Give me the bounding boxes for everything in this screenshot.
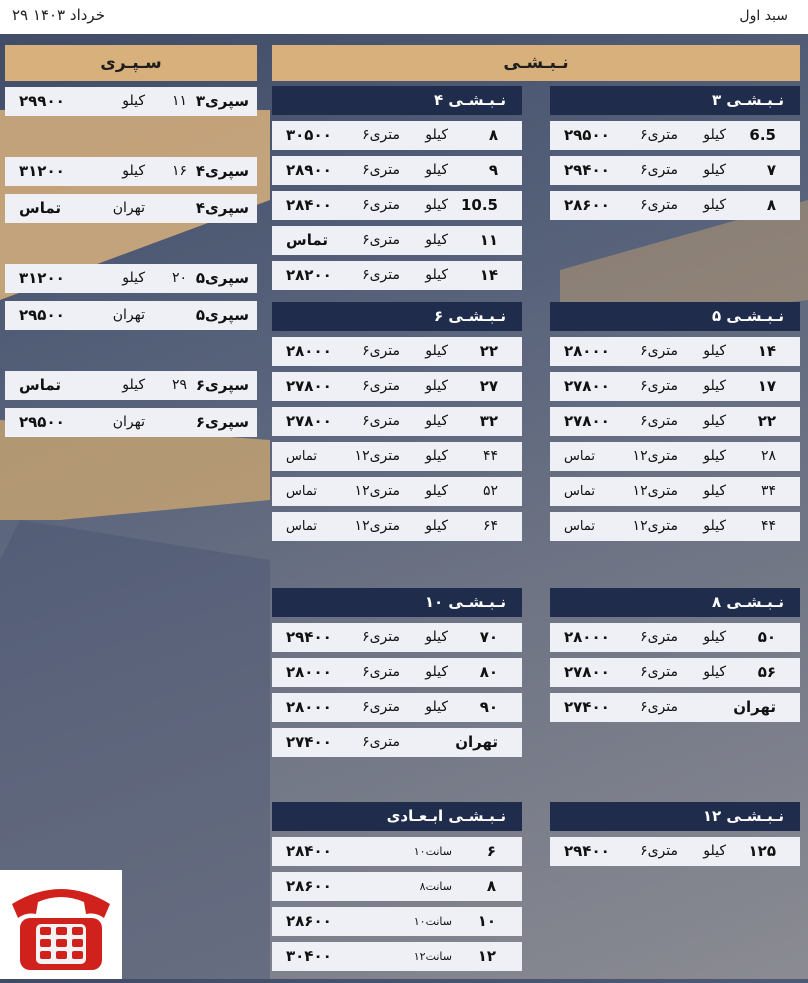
unit-cell: کیلو xyxy=(703,483,726,499)
product-name: سپری۶ xyxy=(195,413,249,431)
length-cell: ۶متری xyxy=(362,267,400,283)
unit-cell: کیلو xyxy=(425,699,448,715)
price-row xyxy=(550,337,800,366)
unit-cell: کیلو xyxy=(425,483,448,499)
length-cell: ۶متری xyxy=(362,343,400,359)
price-cell: ۲۹۴۰۰ xyxy=(564,161,610,179)
unit-cell: کیلو xyxy=(425,664,448,680)
price-cell: ۳۱۲۰۰ xyxy=(19,162,65,180)
unit-cell: کیلو xyxy=(425,413,448,429)
length-cell: ۶متری xyxy=(362,232,400,248)
length-cell: ۶متری xyxy=(640,127,678,143)
price-row xyxy=(550,407,800,436)
price-cell: ۲۸۰۰۰ xyxy=(564,342,610,360)
size-cell: ۱۰ xyxy=(477,912,496,930)
unit-cell: کیلو xyxy=(122,270,145,286)
price-cell: ۲۷۴۰۰ xyxy=(564,698,610,716)
panel-title: نـبـشـی ۵ xyxy=(550,302,800,331)
length-cell: ۶متری xyxy=(640,843,678,859)
length-cell: ۱۲متری xyxy=(632,483,678,499)
size-cell: ۱۲ xyxy=(477,947,496,965)
unit-cell: کیلو xyxy=(425,518,448,534)
size-cell: ۲۸ xyxy=(760,448,776,464)
size-cell: ۱۴ xyxy=(479,266,498,284)
price-cell: تماس xyxy=(286,231,329,249)
size-cell: ۹ xyxy=(488,161,498,179)
length-cell: ۶متری xyxy=(362,197,400,213)
price-cell: ۲۹۹۰۰ xyxy=(19,92,65,110)
price-row xyxy=(272,121,522,150)
price-cell: ۲۸۶۰۰ xyxy=(286,912,332,930)
unit-cell: تهران xyxy=(112,414,145,430)
length-cell: ۶متری xyxy=(640,629,678,645)
size-cell: ۲۲ xyxy=(479,342,498,360)
unit-cell: کیلو xyxy=(703,343,726,359)
price-cell: تماس xyxy=(286,484,317,499)
length-cell: ۶متری xyxy=(362,629,400,645)
size-cell: ۱۲۵ xyxy=(748,842,776,860)
size-cell: ۶ xyxy=(486,842,496,860)
panel-nabshi-6 xyxy=(272,302,522,547)
panel-title: نـبـشـی ۸ xyxy=(550,588,800,617)
price-row xyxy=(550,191,800,220)
length-cell: ۱۲متری xyxy=(354,518,400,534)
price-row xyxy=(550,658,800,687)
price-row xyxy=(550,121,800,150)
price-cell: ۲۹۵۰۰ xyxy=(19,306,65,324)
unit-cell: کیلو xyxy=(703,518,726,534)
size-cell: ۹۰ xyxy=(479,698,498,716)
unit-cell: کیلو xyxy=(425,197,448,213)
sepri-row xyxy=(5,408,257,437)
product-name: سپری۵ xyxy=(195,306,249,324)
price-cell: تماس xyxy=(564,519,595,534)
length-cell: ۶متری xyxy=(640,162,678,178)
basket-title: سبد اول xyxy=(739,8,788,24)
price-cell: ۲۸۰۰۰ xyxy=(286,698,332,716)
dimension-cell: ۱۲سانت xyxy=(413,950,452,963)
price-cell: ۲۹۵۰۰ xyxy=(564,126,610,144)
unit-cell: کیلو xyxy=(122,377,145,393)
sepri-row xyxy=(5,157,257,186)
unit-cell: کیلو xyxy=(703,629,726,645)
price-row xyxy=(272,477,522,506)
length-cell: ۶متری xyxy=(640,197,678,213)
price-row xyxy=(272,658,522,687)
panel-title: نـبـشـی ۱۲ xyxy=(550,802,800,831)
size-cell: ۳۴ xyxy=(760,483,776,499)
size-cell: ۸ xyxy=(486,877,496,895)
unit-cell: کیلو xyxy=(703,378,726,394)
price-cell: ۲۸۰۰۰ xyxy=(286,342,332,360)
product-name: سپری۳ xyxy=(195,92,249,110)
size-cell: 6.5 xyxy=(749,126,776,144)
size-cell: ۶۴ xyxy=(482,518,498,534)
nabshi-section-header: نـبـشـی xyxy=(272,45,800,81)
panel-nabshi-8 xyxy=(550,588,800,728)
weight-cell: ۱۱ xyxy=(171,93,187,109)
price-cell: ۲۷۸۰۰ xyxy=(286,412,332,430)
length-cell: ۶متری xyxy=(362,162,400,178)
length-cell: ۶متری xyxy=(640,699,678,715)
product-name: سپری۴ xyxy=(195,162,249,180)
price-cell: ۲۸۶۰۰ xyxy=(564,196,610,214)
unit-cell: کیلو xyxy=(703,162,726,178)
product-name: سپری۵ xyxy=(195,269,249,287)
price-cell: تماس xyxy=(564,449,595,464)
price-row xyxy=(272,407,522,436)
date-label: ۲۹ خرداد ۱۴۰۳ xyxy=(12,6,105,24)
price-row xyxy=(550,477,800,506)
price-row xyxy=(272,156,522,185)
weight-cell: ۲۹ xyxy=(171,377,187,393)
weight-cell: ۱۶ xyxy=(171,163,187,179)
price-cell: ۲۹۴۰۰ xyxy=(564,842,610,860)
panel-nabshi-12 xyxy=(550,802,800,872)
price-row xyxy=(550,512,800,541)
price-cell: ۳۰۴۰۰ xyxy=(286,947,332,965)
size-cell: ۴۴ xyxy=(482,448,498,464)
unit-cell: کیلو xyxy=(425,629,448,645)
price-row xyxy=(272,623,522,652)
size-cell: ۵۶ xyxy=(757,663,776,681)
price-cell: ۲۸۹۰۰ xyxy=(286,161,332,179)
length-cell: ۶متری xyxy=(362,378,400,394)
price-row xyxy=(550,156,800,185)
unit-cell: کیلو xyxy=(425,127,448,143)
price-cell: ۲۸۰۰۰ xyxy=(564,628,610,646)
telephone-icon xyxy=(0,870,122,979)
length-cell: ۱۲متری xyxy=(632,518,678,534)
size-cell: ۵۰ xyxy=(757,628,776,646)
price-cell: تماس xyxy=(286,449,317,464)
size-cell: ۷۰ xyxy=(479,628,498,646)
length-cell: ۱۲متری xyxy=(354,448,400,464)
product-name: سپری۴ xyxy=(195,199,249,217)
sepri-section-header: سـپـری xyxy=(5,45,257,81)
sepri-row xyxy=(5,371,257,400)
price-cell: ۲۸۴۰۰ xyxy=(286,842,332,860)
size-cell: ۸ xyxy=(766,196,776,214)
unit-cell: کیلو xyxy=(425,343,448,359)
unit-cell: کیلو xyxy=(425,267,448,283)
price-cell: ۲۸۴۰۰ xyxy=(286,196,332,214)
panel-title: نـبـشـی ۱۰ xyxy=(272,588,522,617)
unit-cell: کیلو xyxy=(425,162,448,178)
price-cell: ۲۹۴۰۰ xyxy=(286,628,332,646)
length-cell: ۶متری xyxy=(362,413,400,429)
length-cell: ۶متری xyxy=(362,734,400,750)
size-cell: تهران xyxy=(733,698,776,716)
size-cell: ۲۷ xyxy=(479,377,498,395)
price-row xyxy=(272,372,522,401)
size-cell: تهران xyxy=(455,733,498,751)
panel-nabshi-5 xyxy=(550,302,800,547)
price-row xyxy=(272,837,522,866)
price-row xyxy=(550,372,800,401)
length-cell: ۶متری xyxy=(362,127,400,143)
unit-cell: کیلو xyxy=(703,413,726,429)
dimension-cell: ۸سانت xyxy=(419,880,452,893)
dimension-cell: ۱۰سانت xyxy=(413,915,452,928)
unit-cell: تهران xyxy=(112,200,145,216)
price-cell: ۳۱۲۰۰ xyxy=(19,269,65,287)
panel-nabshi-abadi xyxy=(272,802,522,977)
price-row xyxy=(550,442,800,471)
weight-cell: ۲۰ xyxy=(171,270,187,286)
unit-cell: کیلو xyxy=(122,163,145,179)
length-cell: ۶متری xyxy=(640,664,678,680)
length-cell: ۶متری xyxy=(640,413,678,429)
unit-cell: کیلو xyxy=(425,232,448,248)
price-row xyxy=(272,693,522,722)
panel-nabshi-10 xyxy=(272,588,522,763)
price-row xyxy=(272,728,522,757)
price-cell: تماس xyxy=(564,484,595,499)
price-cell: ۲۸۶۰۰ xyxy=(286,877,332,895)
length-cell: ۶متری xyxy=(362,699,400,715)
size-cell: ۴۴ xyxy=(760,518,776,534)
price-cell: تماس xyxy=(19,376,62,394)
size-cell: 10.5 xyxy=(460,196,498,214)
panel-title: نـبـشـی ابـعـادی xyxy=(272,802,522,831)
price-cell: تماس xyxy=(19,199,62,217)
dimension-cell: ۱۰سانت xyxy=(413,845,452,858)
panel-title: نـبـشـی ۶ xyxy=(272,302,522,331)
price-cell: ۲۹۵۰۰ xyxy=(19,413,65,431)
size-cell: ۲۲ xyxy=(757,412,776,430)
unit-cell: کیلو xyxy=(122,93,145,109)
unit-cell: کیلو xyxy=(425,448,448,464)
price-row xyxy=(272,907,522,936)
price-row xyxy=(550,623,800,652)
price-cell: ۲۷۴۰۰ xyxy=(286,733,332,751)
price-cell: ۲۷۸۰۰ xyxy=(564,377,610,395)
size-cell: ۸۰ xyxy=(479,663,498,681)
panel-nabshi-3 xyxy=(550,86,800,226)
price-row xyxy=(272,337,522,366)
price-row xyxy=(272,442,522,471)
length-cell: ۱۲متری xyxy=(632,448,678,464)
price-row xyxy=(272,226,522,255)
phone-card[interactable] xyxy=(0,870,122,979)
length-cell: ۶متری xyxy=(640,343,678,359)
panel-title: نـبـشـی ۳ xyxy=(550,86,800,115)
length-cell: ۶متری xyxy=(362,664,400,680)
price-row xyxy=(272,261,522,290)
unit-cell: کیلو xyxy=(703,664,726,680)
price-row xyxy=(272,512,522,541)
unit-cell: کیلو xyxy=(703,843,726,859)
price-cell: ۲۷۸۰۰ xyxy=(564,412,610,430)
product-name: سپری۶ xyxy=(195,376,249,394)
price-row xyxy=(550,837,800,866)
size-cell: ۷ xyxy=(766,161,776,179)
panel-nabshi-4 xyxy=(272,86,522,296)
sepri-row xyxy=(5,301,257,330)
price-row xyxy=(272,942,522,971)
size-cell: ۳۲ xyxy=(479,412,498,430)
unit-cell: کیلو xyxy=(425,378,448,394)
size-cell: ۱۴ xyxy=(757,342,776,360)
sepri-row xyxy=(5,264,257,293)
price-cell: ۲۷۸۰۰ xyxy=(286,377,332,395)
top-bar xyxy=(0,0,808,34)
price-cell: ۲۸۰۰۰ xyxy=(286,663,332,681)
price-cell: ۳۰۵۰۰ xyxy=(286,126,332,144)
price-row xyxy=(272,191,522,220)
unit-cell: کیلو xyxy=(703,448,726,464)
price-row xyxy=(272,872,522,901)
price-cell: ۲۸۲۰۰ xyxy=(286,266,332,284)
size-cell: ۵۲ xyxy=(482,483,498,499)
sepri-row xyxy=(5,87,257,116)
length-cell: ۶متری xyxy=(640,378,678,394)
size-cell: ۸ xyxy=(488,126,498,144)
price-row xyxy=(550,693,800,722)
size-cell: ۱۱ xyxy=(479,231,498,249)
unit-cell: کیلو xyxy=(703,127,726,143)
size-cell: ۱۷ xyxy=(757,377,776,395)
length-cell: ۱۲متری xyxy=(354,483,400,499)
price-cell: ۲۷۸۰۰ xyxy=(564,663,610,681)
panel-title: نـبـشـی ۴ xyxy=(272,86,522,115)
price-cell: تماس xyxy=(286,519,317,534)
unit-cell: کیلو xyxy=(703,197,726,213)
sepri-row xyxy=(5,194,257,223)
unit-cell: تهران xyxy=(112,307,145,323)
